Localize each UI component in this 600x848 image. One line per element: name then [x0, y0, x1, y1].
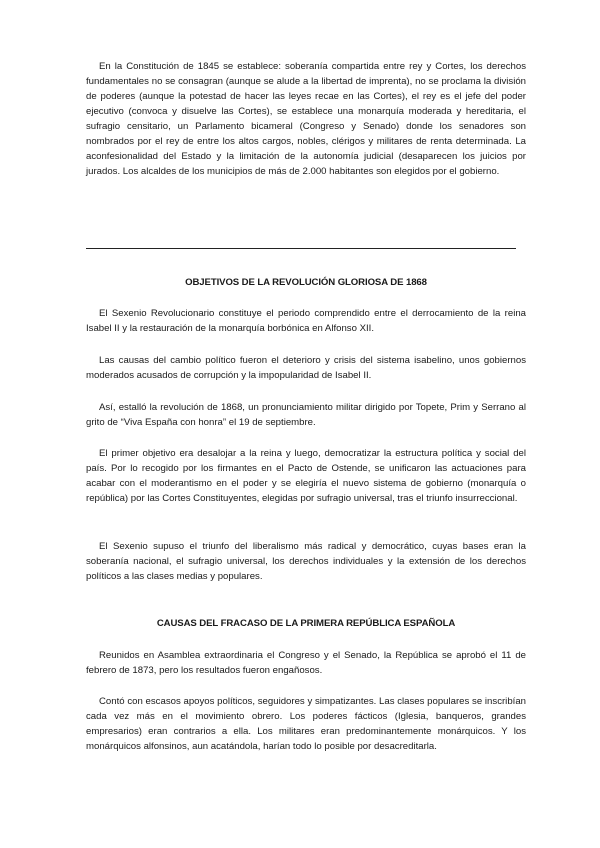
- section2-heading: CAUSAS DEL FRACASO DE LA PRIMERA REPÚBLICA ESPAÑOLA: [156, 618, 456, 629]
- section1-paragraph-2: Las causas del cambio político fueron el deterioro y crisis del sistema isabelino, unos gobiernos moderados acusados de corrupción y la impopularidad de Isabel II.: [86, 355, 526, 381]
- section1-paragraph-5: El Sexenio supuso el triunfo del liberalismo más radical y democrático, cuyas bases eran la soberanía nacional, el sufragio universal, los derechos individuales y la extensión de los derechos políticos a las clases medias y populares.: [86, 541, 526, 582]
- section-divider: [86, 248, 516, 249]
- section1-paragraph-1: El Sexenio Revolucionario constituye el periodo comprendido entre el derrocamiento de la reina Isabel II y la restauración de la monarquía borbónica en Alfonso XII.: [86, 308, 526, 334]
- section1-paragraph-4: El primer objetivo era desalojar a la reina y luego, democratizar la estructura política y social del país. Por lo recogido por los firmantes en el Pacto de Ostende, se unificaron las actuaciones para acabar con el moderantismo en el poder y se elegiría el nuevo sistema de gobierno (monarquía o república) por las Cortes Constituyentes, elegidas por sufragio universal, tras el triunfo insurreccional.: [86, 448, 526, 504]
- section2-paragraph-1: Reunidos en Asamblea extraordinaria el Congreso y el Senado, la República se aprobó el 11 de febrero de 1873, pero los resultados fueron engañosos.: [86, 650, 526, 676]
- intro-paragraph: En la Constitución de 1845 se establece: soberanía compartida entre rey y Cortes, los derechos fundamentales no se consagran (aunque se alude a la libertad de imprenta), no se proclama la división de poderes (aunque la potestad de hacer las leyes recae en las Cortes), el rey es el jefe del poder ejecutivo (convoca y disuelve las Cortes), se establece una monarquía moderada y hereditaria, el sufragio censitario, un Parlamento bicameral (Congreso y Senado) donde los senadores son nombrados por el rey de entre los altos cargos, nobles, clérigos y militares de renta determinada. La aconfesionalidad del Estado y la limitación de la autonomía judicial (desaparecen los juicios por jurados. Los alcaldes de los municipios de más de 2.000 habitantes son elegidos por el gobierno.: [86, 61, 526, 177]
- section2-paragraph-2: Contó con escasos apoyos políticos, seguidores y simpatizantes. Las clases populares se inscribían cada vez más en el movimiento obrero. Los poderes fácticos (Iglesia, banqueros, grandes empresarios) eran contrarios a ella. Los militares eran predominantemente monárquicos. Y los monárquicos alfonsinos, aun acatándola, harían todo lo posible por desacreditarla.: [86, 696, 526, 752]
- section1-paragraph-3: Así, estalló la revolución de 1868, un pronunciamiento militar dirigido por Topete, Prim y Serrano al grito de “Viva España con honra” el 19 de septiembre.: [86, 402, 526, 428]
- section1-heading: OBJETIVOS DE LA REVOLUCIÓN GLORIOSA DE 1868: [185, 277, 427, 288]
